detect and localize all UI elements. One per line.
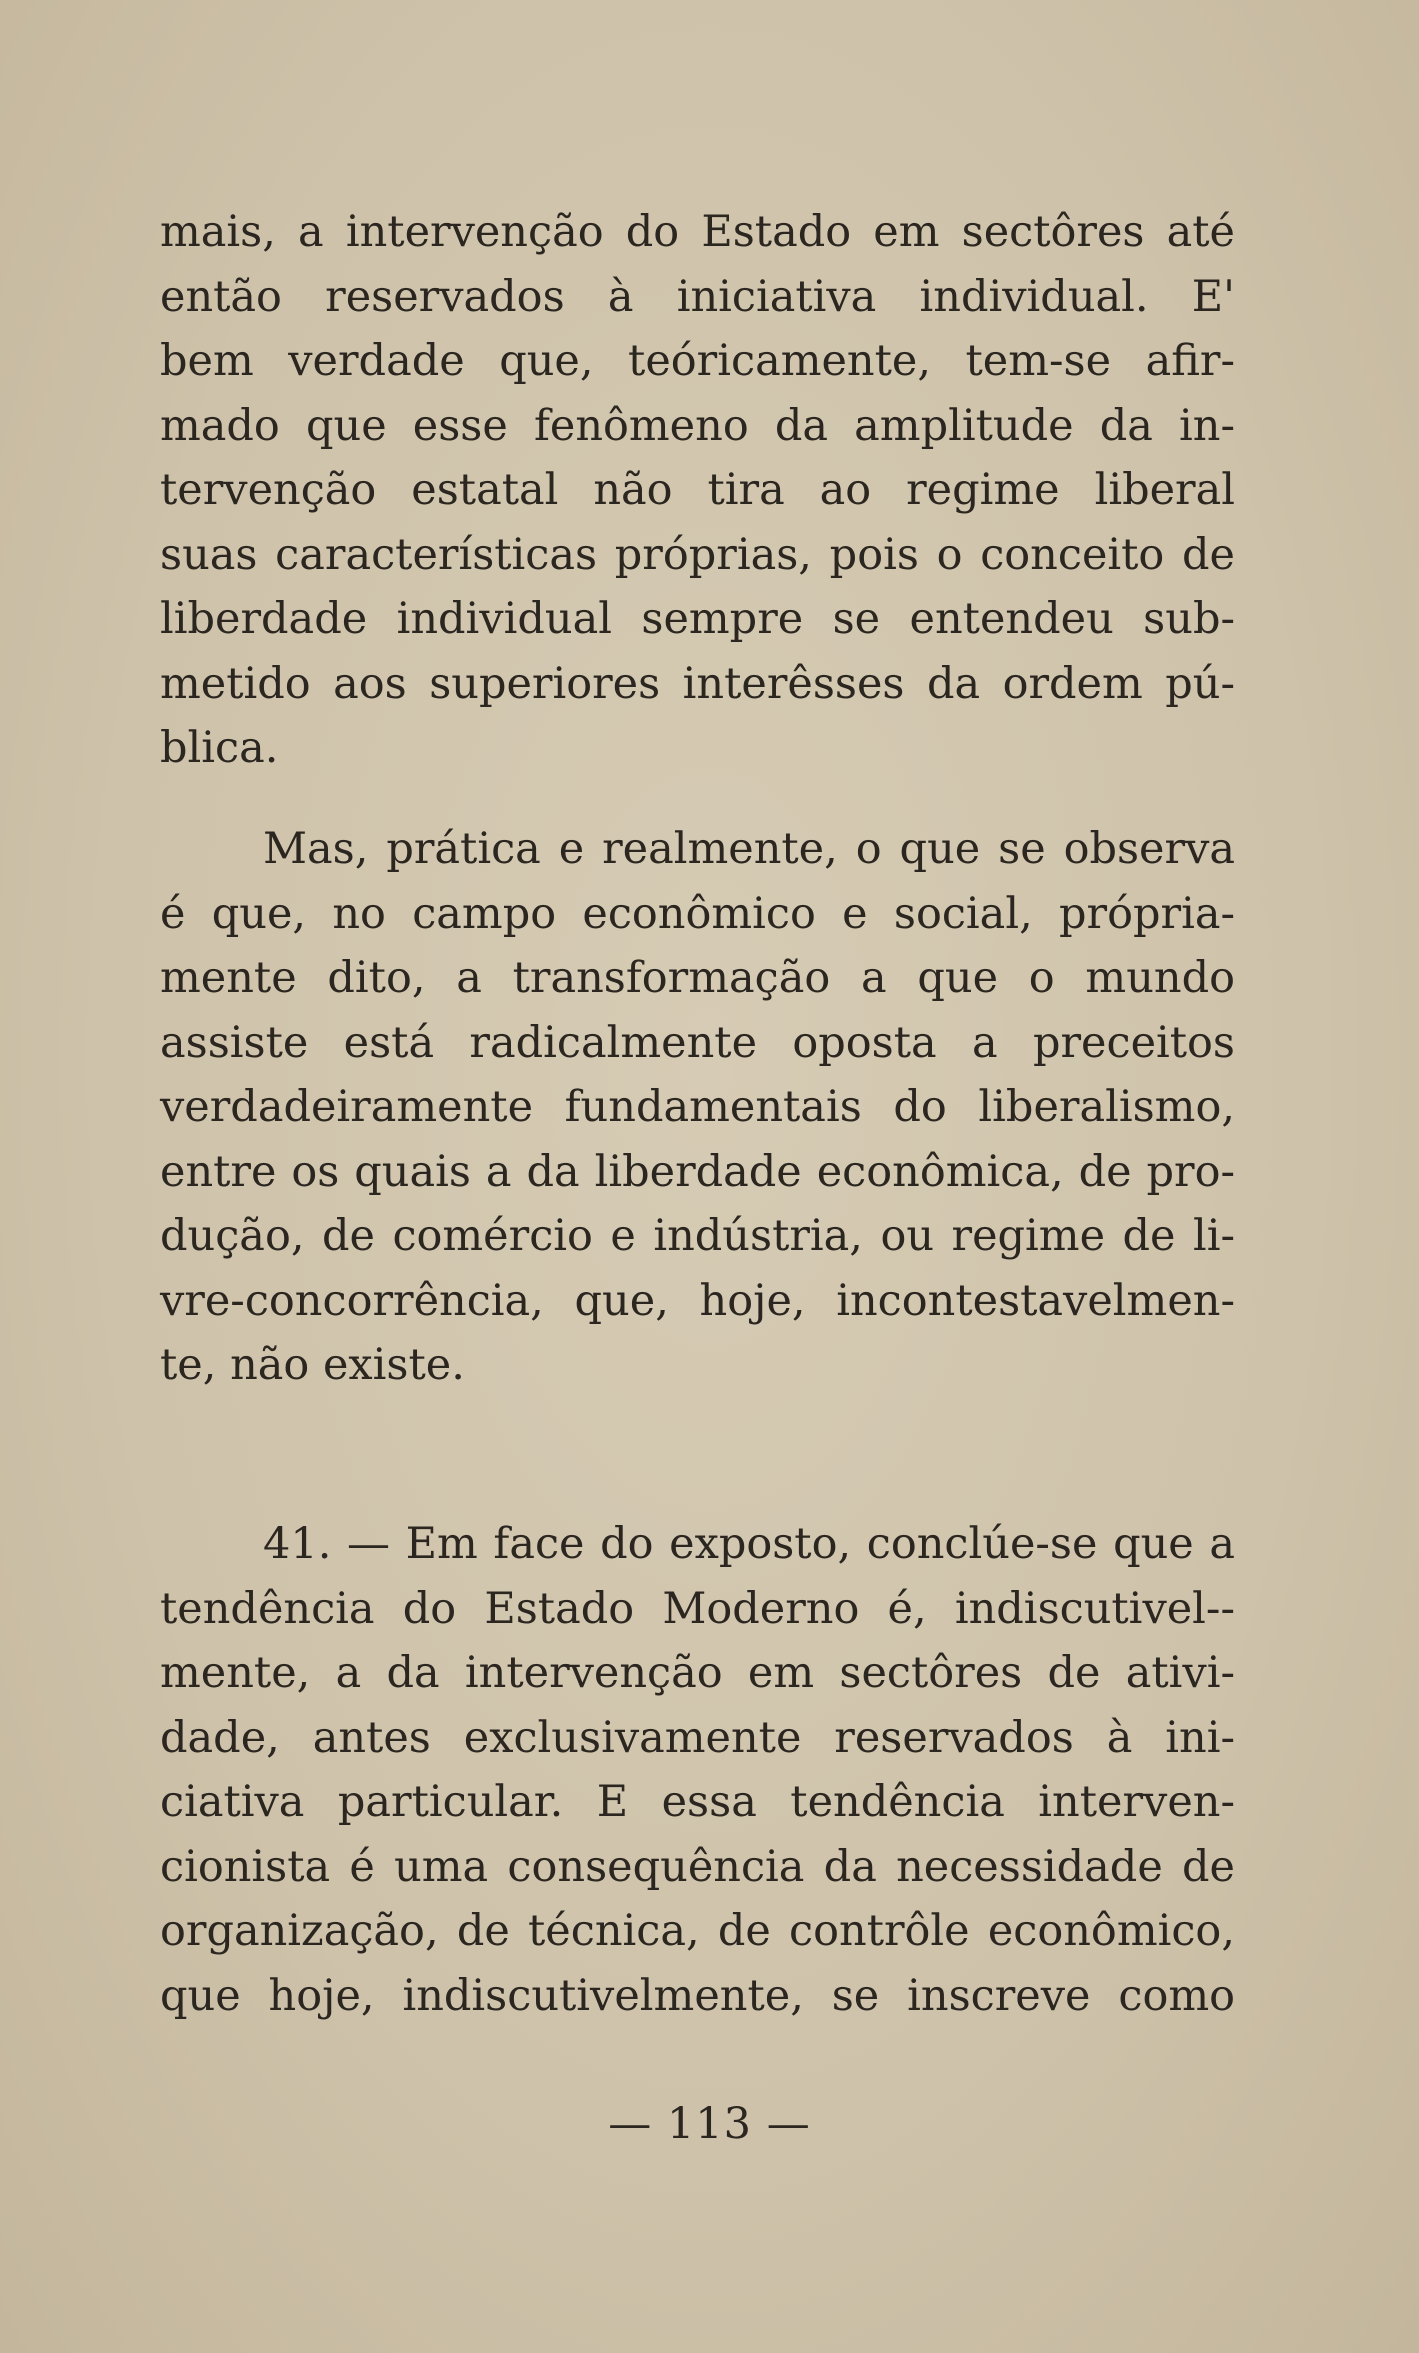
text-line: dade, antes exclusivamente reservados à ini- xyxy=(160,1712,1235,1763)
paragraph-2 xyxy=(160,817,1235,1398)
text-line: dução, de comércio e indústria, ou regime de li- xyxy=(160,1211,1235,1261)
text-line: então reservados à iniciativa individual. E' xyxy=(160,271,1235,322)
text-line: tendência do Estado Moderno é, indiscutivel-- xyxy=(160,1583,1235,1634)
text-line: verdadeiramente fundamentais do liberalismo, xyxy=(160,1082,1235,1132)
text-line: bem verdade que, teóricamente, tem-se afir- xyxy=(160,336,1235,386)
text-line: mado que esse fenômeno da amplitude da in- xyxy=(160,400,1235,451)
text-line: suas características próprias, pois o conceito de xyxy=(160,529,1235,580)
paragraph-1 xyxy=(160,200,1235,781)
text-line: metido aos superiores interêsses da ordem pú- xyxy=(160,658,1235,709)
text-line: organização, de técnica, de contrôle econômico, xyxy=(160,1906,1235,1956)
text-line: que hoje, indiscutivelmente, se inscreve como xyxy=(160,1970,1235,2021)
text-line: assiste está radicalmente oposta a preceitos xyxy=(160,1017,1235,1068)
text-line: liberdade individual sempre se entendeu sub- xyxy=(160,594,1235,644)
text-line: blica. xyxy=(160,723,279,773)
paragraph-3 xyxy=(160,1512,1235,2028)
text-line: tervenção estatal não tira ao regime liberal xyxy=(160,465,1235,515)
text-line: entre os quais a da liberdade econômica, de pro- xyxy=(160,1146,1235,1197)
text-line: te, não existe. xyxy=(160,1340,465,1390)
text-line: mente dito, a transformação a que o mundo xyxy=(160,953,1235,1003)
text-line: vre-concorrência, que, hoje, incontestavelmen- xyxy=(160,1275,1235,1326)
text-line: mente, a da intervenção em sectôres de ativi- xyxy=(160,1648,1235,1698)
text-line: ciativa particular. E essa tendência interven- xyxy=(160,1777,1235,1827)
text-line: é que, no campo econômico e social, própria- xyxy=(160,888,1235,939)
text-line: 41. — Em face do exposto, conclúe-se que a xyxy=(263,1519,1235,1569)
page-number: — 113 — xyxy=(608,2099,811,2149)
text-line: cionista é uma consequência da necessidade de xyxy=(160,1841,1235,1892)
text-line: Mas, prática e realmente, o que se observa xyxy=(263,824,1235,874)
text-line: mais, a intervenção do Estado em sectôres até xyxy=(160,207,1235,257)
